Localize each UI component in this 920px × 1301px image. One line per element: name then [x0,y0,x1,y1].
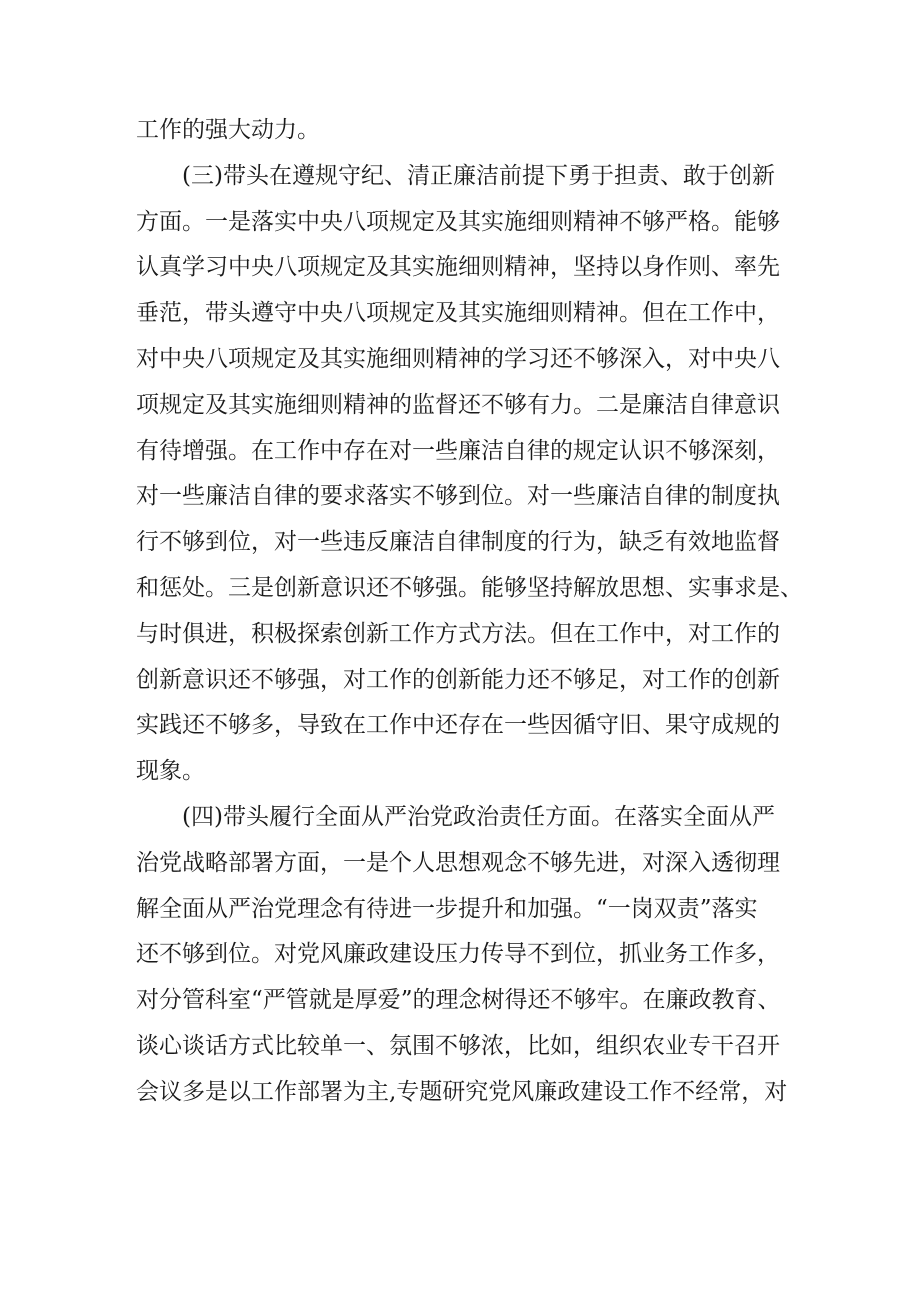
document-body [136,108,803,1116]
text-line: 对一些廉洁自律的要求落实不够到位。对一些廉洁自律的制度执 [136,483,780,510]
text-line: 创新意识还不够强，对工作的创新能力还不够足，对工作的创新 [136,666,780,693]
text-line: 会议多是以工作部署为主,专题研究党风廉政建设工作不经常，对 [136,1078,788,1105]
section-heading-line: (四)带头履行全面从严治党政治责任方面。在落实全面从严 [182,803,775,830]
text-line: 行不够到位，对一些违反廉洁自律制度的行为，缺乏有效地监督 [136,529,780,556]
text-line: 实践还不够多，导致在工作中还存在一些因循守旧、果守成规的 [136,712,780,739]
text-line: 方面。一是落实中央八项规定及其实施细则精神不够严格。能够 [136,208,780,235]
text-line: 对中央八项规定及其实施细则精神的学习还不够深入，对中央八 [136,345,780,372]
text-line: 有待增强。在工作中存在对一些廉洁自律的规定认识不够深刻， [136,437,780,464]
text-line: 与时俱进，积极探索创新工作方式方法。但在工作中，对工作的 [136,620,780,647]
text-line: 治党战略部署方面，一是个人思想观念不够先进，对深入透彻理 [136,849,780,876]
text-line: 认真学习中央八项规定及其实施细则精神，坚持以身作则、率先 [136,254,780,281]
text-line: 项规定及其实施细则精神的监督还不够有力。二是廉洁自律意识 [136,391,780,418]
text-line: 还不够到位。对党风廉政建设压力传导不到位，抓业务工作多， [136,941,780,968]
text-line: 对分管科室“严管就是厚爱”的理念树得还不够牢。在廉政教育、 [136,987,781,1014]
text-line: 垂范，带头遵守中央八项规定及其实施细则精神。但在工作中， [136,300,780,327]
text-line: 工作的强大动力。 [136,117,320,143]
text-line: 谈心谈话方式比较单一、氛围不够浓，比如，组织农业专干召开 [136,1032,780,1059]
text-line: 解全面从严治党理念有待进一步提升和加强。“一岗双责”落实 [136,895,758,922]
text-line: 现象。 [136,758,205,785]
section-heading-line: (三)带头在遵规守纪、清正廉洁前提下勇于担责、敢于创新 [182,162,775,189]
text-line: 和惩处。三是创新意识还不够强。能够坚持解放思想、实事求是、 [136,574,803,601]
